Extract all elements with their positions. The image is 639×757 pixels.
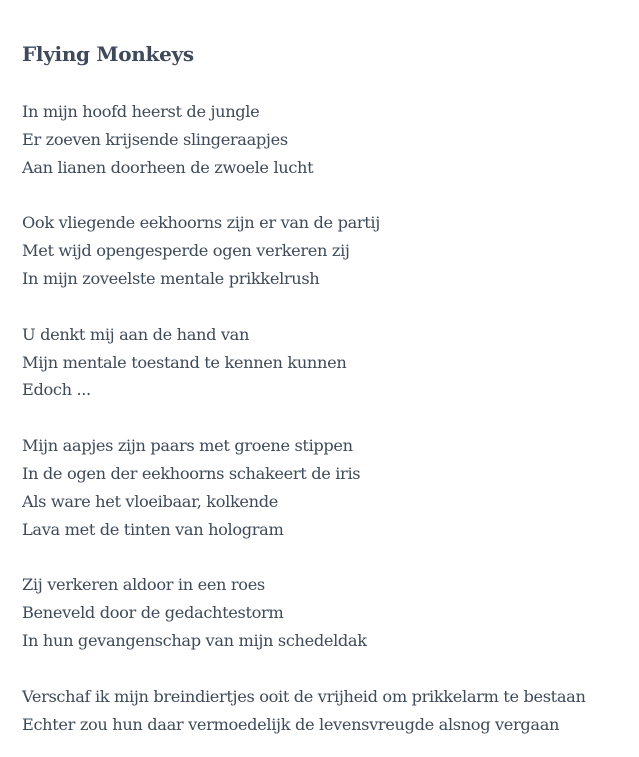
stanza [22, 571, 632, 654]
poem-line: U denkt mij aan de hand van [22, 324, 250, 344]
poem-line: Echter zou hun daar vermoedelijk de levensvreugde alsnog vergaan [22, 714, 560, 734]
poem-body [22, 98, 632, 738]
poem-line: Als ware het vloeibaar, kolkende [22, 491, 278, 511]
poem-line: Zij verkeren aldoor in een roes [22, 575, 265, 595]
stanza [22, 209, 632, 292]
poem [22, 38, 632, 738]
poem-line: In hun gevangenschap van mijn schedeldak [22, 630, 367, 650]
poem-line: Verschaf ik mijn breindiertjes ooit de vrijheid om prikkelarm te bestaan [22, 686, 586, 706]
stanza [22, 321, 632, 404]
poem-line: In mijn zoveelste mentale prikkelrush [22, 268, 320, 288]
poem-line: Edoch ... [22, 380, 91, 400]
poem-line: Mijn mentale toestand te kennen kunnen [22, 352, 347, 372]
stanza [22, 683, 632, 739]
poem-title: Flying Monkeys [22, 42, 194, 66]
poem-line: Met wijd opengesperde ogen verkeren zij [22, 241, 350, 261]
poem-line: In de ogen der eekhoorns schakeert de iris [22, 463, 361, 483]
poem-line: Mijn aapjes zijn paars met groene stippen [22, 436, 353, 456]
poem-line: Ook vliegende eekhoorns zijn er van de partij [22, 213, 380, 233]
poem-line: Er zoeven krijsende slingeraapjes [22, 129, 288, 149]
poem-line: Beneveld door de gedachtestorm [22, 603, 284, 623]
poem-line: Aan lianen doorheen de zwoele lucht [22, 157, 314, 177]
stanza [22, 98, 632, 181]
poem-line: In mijn hoofd heerst de jungle [22, 102, 260, 121]
poem-line: Lava met de tinten van hologram [22, 519, 284, 539]
stanza [22, 432, 632, 543]
